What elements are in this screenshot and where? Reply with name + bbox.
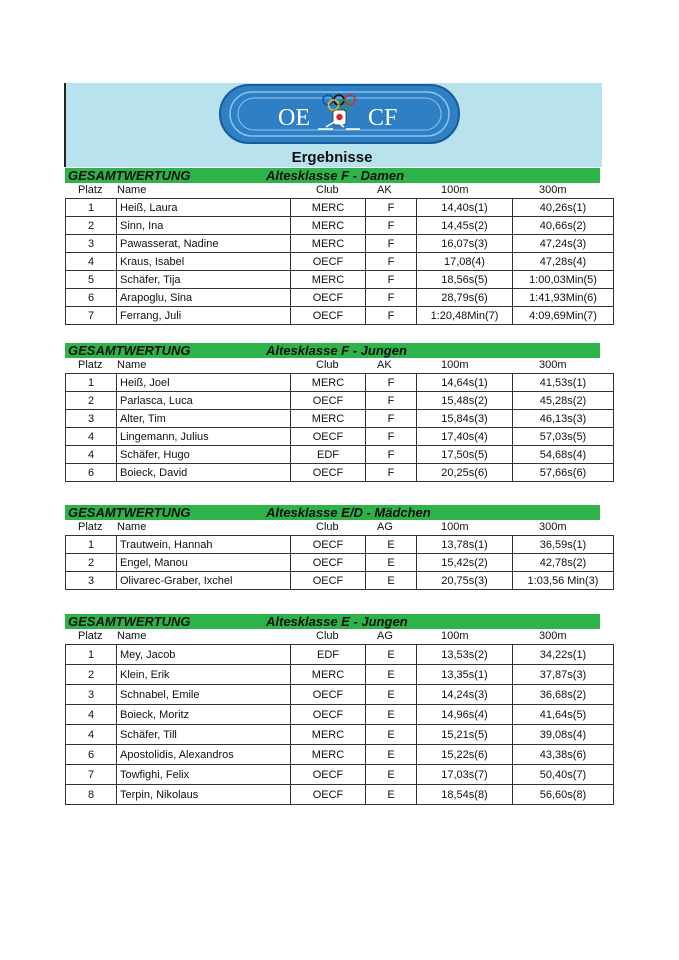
cell-platz: 8	[66, 785, 117, 805]
table-row	[66, 410, 614, 428]
col-300m: 300m	[539, 184, 567, 196]
cell-platz: 6	[66, 289, 117, 307]
logo-text-left: OE	[278, 105, 310, 131]
cell-100m: 17,50s(5)	[417, 446, 513, 464]
cell-300m: 50,40s(7)	[513, 765, 614, 785]
section-band	[65, 614, 600, 629]
cell-300m: 1:00,03Min(5)	[513, 271, 614, 289]
cell-club: OECF	[291, 392, 366, 410]
cell-100m: 20,75s(3)	[417, 572, 513, 590]
cell-platz: 7	[66, 765, 117, 785]
table-row	[66, 446, 614, 464]
cell-platz: 4	[66, 253, 117, 271]
cell-platz: 4	[66, 446, 117, 464]
cell-name: Towfighi, Felix	[117, 765, 291, 785]
cell-name: Boieck, Moritz	[117, 705, 291, 725]
cell-class: F	[366, 253, 417, 271]
cell-class: E	[366, 725, 417, 745]
cell-platz: 3	[66, 235, 117, 253]
table-row	[66, 307, 614, 325]
cell-club: MERC	[291, 410, 366, 428]
table-row	[66, 428, 614, 446]
cell-class: F	[366, 199, 417, 217]
table-row	[66, 665, 614, 685]
cell-name: Apostolidis, Alexandros	[117, 745, 291, 765]
cell-club: OECF	[291, 685, 366, 705]
cell-platz: 2	[66, 392, 117, 410]
cell-300m: 34,22s(1)	[513, 645, 614, 665]
cell-name: Schäfer, Till	[117, 725, 291, 745]
cell-club: MERC	[291, 271, 366, 289]
cell-club: OECF	[291, 765, 366, 785]
cell-club: OECF	[291, 785, 366, 805]
cell-300m: 41,64s(5)	[513, 705, 614, 725]
cell-name: Schnabel, Emile	[117, 685, 291, 705]
section-band	[65, 168, 600, 183]
col-name: Name	[117, 359, 147, 371]
cell-class: F	[366, 307, 417, 325]
cell-class: F	[366, 235, 417, 253]
cell-club: MERC	[291, 199, 366, 217]
column-headers	[65, 183, 600, 198]
results-table	[65, 535, 614, 590]
table-row	[66, 745, 614, 765]
cell-name: Heiß, Joel	[117, 374, 291, 392]
cell-100m: 14,24s(3)	[417, 685, 513, 705]
cell-class: E	[366, 785, 417, 805]
cell-name: Schäfer, Hugo	[117, 446, 291, 464]
table-row	[66, 572, 614, 590]
col-100m: 100m	[441, 359, 469, 371]
cell-100m: 1:20,48Min(7)	[417, 307, 513, 325]
cell-100m: 13,35s(1)	[417, 665, 513, 685]
cell-name: Heiß, Laura	[117, 199, 291, 217]
section-band	[65, 505, 600, 520]
cell-class: F	[366, 428, 417, 446]
cell-100m: 15,22s(6)	[417, 745, 513, 765]
col-platz: Platz	[78, 359, 103, 371]
cell-300m: 40,26s(1)	[513, 199, 614, 217]
cell-platz: 2	[66, 217, 117, 235]
col-ak: AK	[377, 359, 392, 371]
cell-platz: 1	[66, 536, 117, 554]
cell-name: Mey, Jacob	[117, 645, 291, 665]
cell-name: Ferrang, Juli	[117, 307, 291, 325]
cell-300m: 37,87s(3)	[513, 665, 614, 685]
table-row	[66, 374, 614, 392]
logo-text-right: CF	[368, 105, 398, 131]
cell-100m: 15,21s(5)	[417, 725, 513, 745]
cell-300m: 39,08s(4)	[513, 725, 614, 745]
cell-name: Terpin, Nikolaus	[117, 785, 291, 805]
section-category: Altesklasse E - Jungen	[266, 614, 408, 629]
col-club: Club	[316, 630, 339, 642]
col-club: Club	[316, 521, 339, 533]
cell-platz: 2	[66, 554, 117, 572]
col-club: Club	[316, 184, 339, 196]
cell-100m: 18,54s(8)	[417, 785, 513, 805]
col-ag: AG	[377, 630, 393, 642]
cell-name: Sinn, Ina	[117, 217, 291, 235]
cell-class: F	[366, 289, 417, 307]
cell-platz: 4	[66, 428, 117, 446]
cell-class: F	[366, 446, 417, 464]
cell-class: F	[366, 217, 417, 235]
cell-300m: 46,13s(3)	[513, 410, 614, 428]
cell-platz: 1	[66, 199, 117, 217]
table-row	[66, 464, 614, 482]
cell-300m: 47,28s(4)	[513, 253, 614, 271]
col-300m: 300m	[539, 630, 567, 642]
cell-300m: 36,59s(1)	[513, 536, 614, 554]
section-f-damen	[65, 168, 600, 325]
cell-300m: 43,38s(6)	[513, 745, 614, 765]
cell-100m: 13,78s(1)	[417, 536, 513, 554]
cell-club: OECF	[291, 572, 366, 590]
cell-100m: 16,07s(3)	[417, 235, 513, 253]
cell-100m: 28,79s(6)	[417, 289, 513, 307]
table-row	[66, 217, 614, 235]
cell-300m: 45,28s(2)	[513, 392, 614, 410]
cell-300m: 57,03s(5)	[513, 428, 614, 446]
cell-name: Arapoglu, Sina	[117, 289, 291, 307]
cell-club: MERC	[291, 217, 366, 235]
cell-100m: 17,03s(7)	[417, 765, 513, 785]
column-headers	[65, 629, 600, 644]
cell-class: E	[366, 665, 417, 685]
section-label: GESAMTWERTUNG	[68, 614, 191, 629]
cell-300m: 57,66s(6)	[513, 464, 614, 482]
cell-name: Klein, Erik	[117, 665, 291, 685]
cell-platz: 3	[66, 410, 117, 428]
col-100m: 100m	[441, 521, 469, 533]
col-club: Club	[316, 359, 339, 371]
cell-name: Olivarec-Graber, Ixchel	[117, 572, 291, 590]
col-platz: Platz	[78, 630, 103, 642]
cell-platz: 1	[66, 645, 117, 665]
cell-300m: 1:03,56 Min(3)	[513, 572, 614, 590]
section-label: GESAMTWERTUNG	[68, 505, 191, 520]
cell-class: F	[366, 392, 417, 410]
section-label: GESAMTWERTUNG	[68, 343, 191, 358]
page-title: Ergebnisse	[291, 149, 373, 166]
col-name: Name	[117, 521, 147, 533]
cell-300m: 54,68s(4)	[513, 446, 614, 464]
cell-club: EDF	[291, 645, 366, 665]
cell-name: Schäfer, Tija	[117, 271, 291, 289]
cell-100m: 15,42s(2)	[417, 554, 513, 572]
cell-club: OECF	[291, 289, 366, 307]
cell-platz: 3	[66, 572, 117, 590]
cell-club: OECF	[291, 705, 366, 725]
cell-100m: 18,56s(5)	[417, 271, 513, 289]
section-category: Altesklasse F - Jungen	[266, 343, 407, 358]
col-platz: Platz	[78, 521, 103, 533]
cell-club: MERC	[291, 665, 366, 685]
cell-class: E	[366, 765, 417, 785]
cell-club: OECF	[291, 554, 366, 572]
cell-platz: 6	[66, 464, 117, 482]
cell-300m: 56,60s(8)	[513, 785, 614, 805]
cell-class: F	[366, 410, 417, 428]
table-row	[66, 271, 614, 289]
cell-class: E	[366, 685, 417, 705]
cell-300m: 42,78s(2)	[513, 554, 614, 572]
cell-name: Parlasca, Luca	[117, 392, 291, 410]
section-category: Altesklasse E/D - Mädchen	[266, 505, 431, 520]
col-300m: 300m	[539, 359, 567, 371]
col-ak: AK	[377, 184, 392, 196]
cell-100m: 14,96s(4)	[417, 705, 513, 725]
cell-100m: 20,25s(6)	[417, 464, 513, 482]
cell-100m: 15,84s(3)	[417, 410, 513, 428]
cell-name: Boieck, David	[117, 464, 291, 482]
cell-class: E	[366, 645, 417, 665]
col-name: Name	[117, 630, 147, 642]
cell-300m: 36,68s(2)	[513, 685, 614, 705]
cell-name: Pawasserat, Nadine	[117, 235, 291, 253]
cell-class: E	[366, 572, 417, 590]
section-e-jungen	[65, 614, 600, 805]
cell-club: EDF	[291, 446, 366, 464]
table-row	[66, 725, 614, 745]
cell-class: F	[366, 464, 417, 482]
column-headers	[65, 520, 600, 535]
table-row	[66, 554, 614, 572]
cell-class: E	[366, 536, 417, 554]
table-row	[66, 235, 614, 253]
cell-class: E	[366, 705, 417, 725]
table-row	[66, 705, 614, 725]
col-ag: AG	[377, 521, 393, 533]
cell-platz: 7	[66, 307, 117, 325]
cell-platz: 6	[66, 745, 117, 765]
section-ed-maedchen	[65, 505, 600, 590]
table-row	[66, 765, 614, 785]
column-headers	[65, 358, 600, 373]
table-row	[66, 199, 614, 217]
table-row	[66, 536, 614, 554]
cell-club: MERC	[291, 235, 366, 253]
results-table	[65, 198, 614, 325]
col-name: Name	[117, 184, 147, 196]
cell-club: MERC	[291, 374, 366, 392]
cell-300m: 40,66s(2)	[513, 217, 614, 235]
cell-class: E	[366, 554, 417, 572]
col-100m: 100m	[441, 630, 469, 642]
cell-class: F	[366, 271, 417, 289]
cell-platz: 4	[66, 705, 117, 725]
cell-100m: 13,53s(2)	[417, 645, 513, 665]
cell-300m: 1:41,93Min(6)	[513, 289, 614, 307]
club-logo	[218, 83, 461, 145]
section-label: GESAMTWERTUNG	[68, 168, 191, 183]
cell-club: OECF	[291, 307, 366, 325]
col-platz: Platz	[78, 184, 103, 196]
table-row	[66, 392, 614, 410]
cell-name: Engel, Manou	[117, 554, 291, 572]
table-row	[66, 645, 614, 665]
cell-club: MERC	[291, 725, 366, 745]
cell-name: Kraus, Isabel	[117, 253, 291, 271]
cell-100m: 15,48s(2)	[417, 392, 513, 410]
cell-club: OECF	[291, 428, 366, 446]
section-band	[65, 343, 600, 358]
cell-100m: 17,40s(4)	[417, 428, 513, 446]
table-row	[66, 685, 614, 705]
cell-club: OECF	[291, 253, 366, 271]
results-table	[65, 373, 614, 482]
section-category: Altesklasse F - Damen	[266, 168, 405, 183]
cell-100m: 14,40s(1)	[417, 199, 513, 217]
cell-100m: 14,64s(1)	[417, 374, 513, 392]
cell-300m: 41,53s(1)	[513, 374, 614, 392]
table-row	[66, 785, 614, 805]
cell-platz: 3	[66, 685, 117, 705]
cell-class: F	[366, 374, 417, 392]
cell-platz: 1	[66, 374, 117, 392]
cell-club: OECF	[291, 464, 366, 482]
table-row	[66, 253, 614, 271]
cell-name: Alter, Tim	[117, 410, 291, 428]
cell-300m: 4:09,69Min(7)	[513, 307, 614, 325]
cell-100m: 14,45s(2)	[417, 217, 513, 235]
cell-100m: 17,08(4)	[417, 253, 513, 271]
cell-platz: 5	[66, 271, 117, 289]
cell-club: OECF	[291, 536, 366, 554]
cell-club: MERC	[291, 745, 366, 765]
table-row	[66, 289, 614, 307]
cell-name: Lingemann, Julius	[117, 428, 291, 446]
cell-300m: 47,24s(3)	[513, 235, 614, 253]
col-300m: 300m	[539, 521, 567, 533]
cell-class: E	[366, 745, 417, 765]
results-table	[65, 644, 614, 805]
cell-name: Trautwein, Hannah	[117, 536, 291, 554]
section-f-jungen	[65, 343, 600, 482]
cell-platz: 4	[66, 725, 117, 745]
col-100m: 100m	[441, 184, 469, 196]
cell-platz: 2	[66, 665, 117, 685]
